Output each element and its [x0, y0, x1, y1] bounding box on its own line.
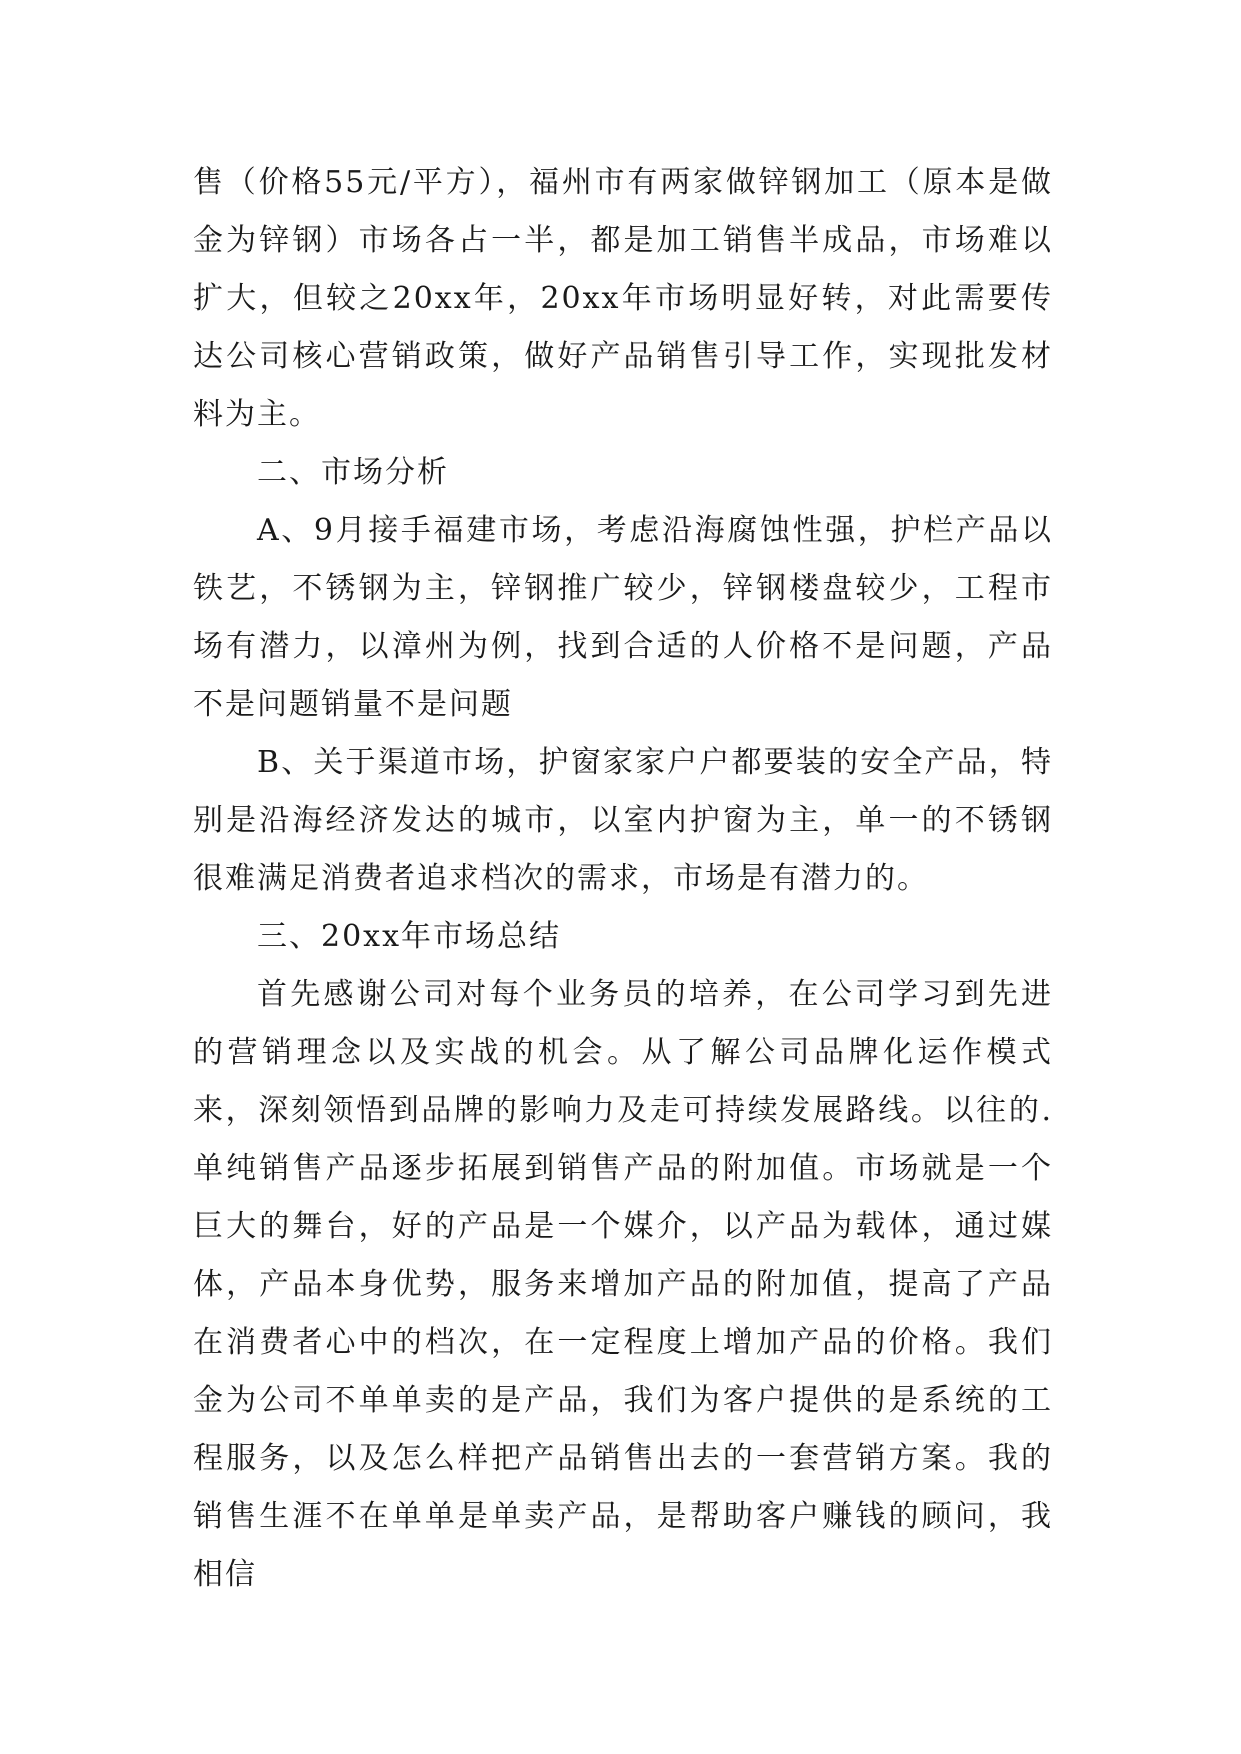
document-body	[193, 154, 1053, 1604]
paragraph-continuation: 售（价格55元/平方），福州市有两家做锌钢加工（原本是做金为锌钢）市场各占一半，都是加工销售半成品，市场难以扩大，但较之20xx年，20xx年市场明显好转，对此需要传达公司核心营销政策，做好产品销售引导工作，实现批发材料为主。	[193, 165, 1053, 432]
section-heading-market-analysis: 二、市场分析	[257, 455, 449, 490]
section-heading-market-summary: 三、20xx年市场总结	[257, 919, 562, 954]
paragraph-summary: 首先感谢公司对每个业务员的培养，在公司学习到先进的营销理念以及实战的机会。从了解公司品牌化运作模式来，深刻领悟到品牌的影响力及走可持续发展路线。以往的.单纯销售产品逐步拓展到销售产品的附加值。市场就是一个巨大的舞台，好的产品是一个媒介，以产品为载体，通过媒体，产品本身优势，服务来增加产品的附加值，提高了产品在消费者心中的档次，在一定程度上增加产品的价格。我们金为公司不单单卖的是产品，我们为客户提供的是系统的工程服务，以及怎么样把产品销售出去的一套营销方案。我的销售生涯不在单单是单卖产品，是帮助客户赚钱的顾问，我相信	[193, 977, 1053, 1592]
paragraph-analysis-a: A、9月接手福建市场，考虑沿海腐蚀性强，护栏产品以铁艺，不锈钢为主，锌钢推广较少，锌钢楼盘较少，工程市场有潜力，以漳州为例，找到合适的人价格不是问题，产品不是问题销量不是问题	[193, 513, 1053, 722]
paragraph-analysis-b: B、关于渠道市场，护窗家家户户都要装的安全产品，特别是沿海经济发达的城市，以室内护窗为主，单一的不锈钢很难满足消费者追求档次的需求，市场是有潜力的。	[193, 745, 1053, 896]
